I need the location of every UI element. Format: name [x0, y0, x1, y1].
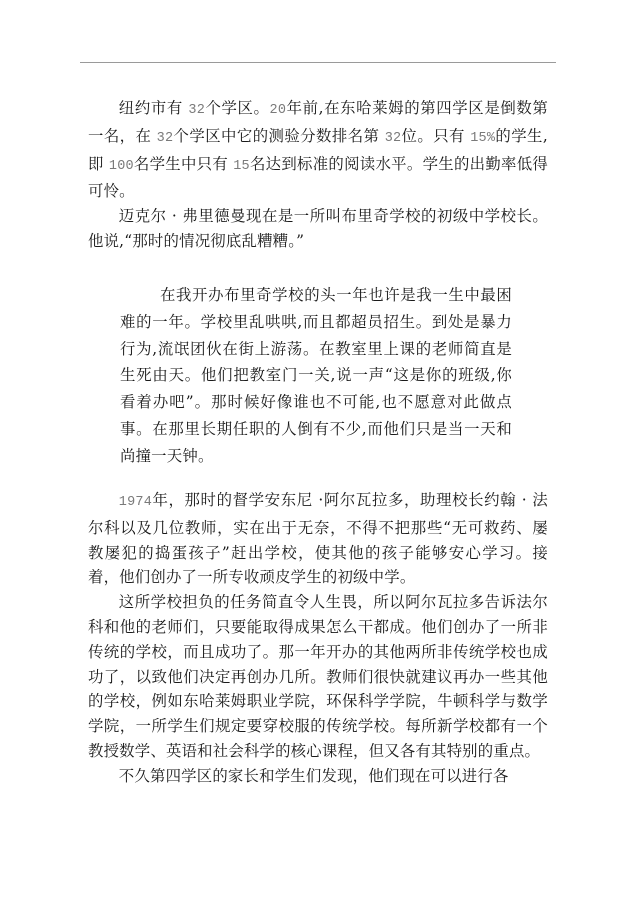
text-block-1: [88, 96, 548, 254]
number: 32: [384, 130, 402, 146]
paragraph-principal-intro: 迈克尔 · 弗里德曼现在是一所叫布里奇学校的初级中学校长。他说,“那时的情况彻底乱糟糟。”: [88, 207, 548, 250]
number: 15%: [470, 130, 496, 146]
quote-text: 在我开办布里奇学校的头一年也许是我一生中最困难的一年。学校里乱哄哄,而且都超员招生。到处是暴力行为,流氓团伙在街上游荡。在教室里上课的老师简直是生死由天。他们把教室门一关,说一声“这是你的班级,你看着办吧”。那时候好像谁也不可能,也不愿意对此做点事。在那里长期任职的人倒有不少,而他们只是当一天和尚撞一天钟。: [120, 286, 512, 465]
paragraph-new-schools: 这所学校担负的任务简直令人生畏，所以阿尔瓦拉多告诉法尔科和他的老师们，只要能取得成果怎么干都成。他们创办了一所非传统的学校，而且成功了。那一年开办的其他两所非传统学校也成功了，以致他们决定再创办几所。教师们很快就建议再办一些其他的学校，例如东哈莱姆职业学院，环保科学学院，牛顿科学与数学学院，一所学生们规定要穿校服的传统学校。每所新学校都有一个教授数学、英语和社会科学的核心课程，但又各有其特别的重点。: [88, 593, 548, 760]
paragraph-district-stats: 纽约市有 32个学区。20年前,在东哈莱姆的第四学区是倒数第一名，在 32个学区中它的测验分数排名第 32位。只有 15%的学生,即 100名学生中只有 15名达到标准的阅读水平。学生的出勤率低得可怜。: [88, 99, 548, 201]
paragraph-1974: 1974年，那时的督学安东尼 ·阿尔瓦拉多，助理校长约翰 · 法尔科以及几位教师，实在出于无奈，不得不把那些“无可救药、屡教屡犯的捣蛋孩子”赶出学校，使其他的孩子能够安心学习。接着，他们创办了一所专收顽皮学生的初级中学。: [88, 491, 548, 587]
number: 100: [108, 158, 134, 174]
header-rule: [80, 62, 556, 63]
text-block-2: [88, 488, 548, 789]
number: 15: [233, 158, 250, 174]
year-number: 1974: [118, 495, 153, 510]
paragraph-parents: 不久第四学区的家长和学生们发现，他们现在可以进行各: [118, 766, 509, 785]
number: 32: [188, 103, 206, 118]
number: 32: [156, 130, 174, 146]
number: 20: [269, 103, 287, 118]
block-quote: [120, 282, 512, 470]
